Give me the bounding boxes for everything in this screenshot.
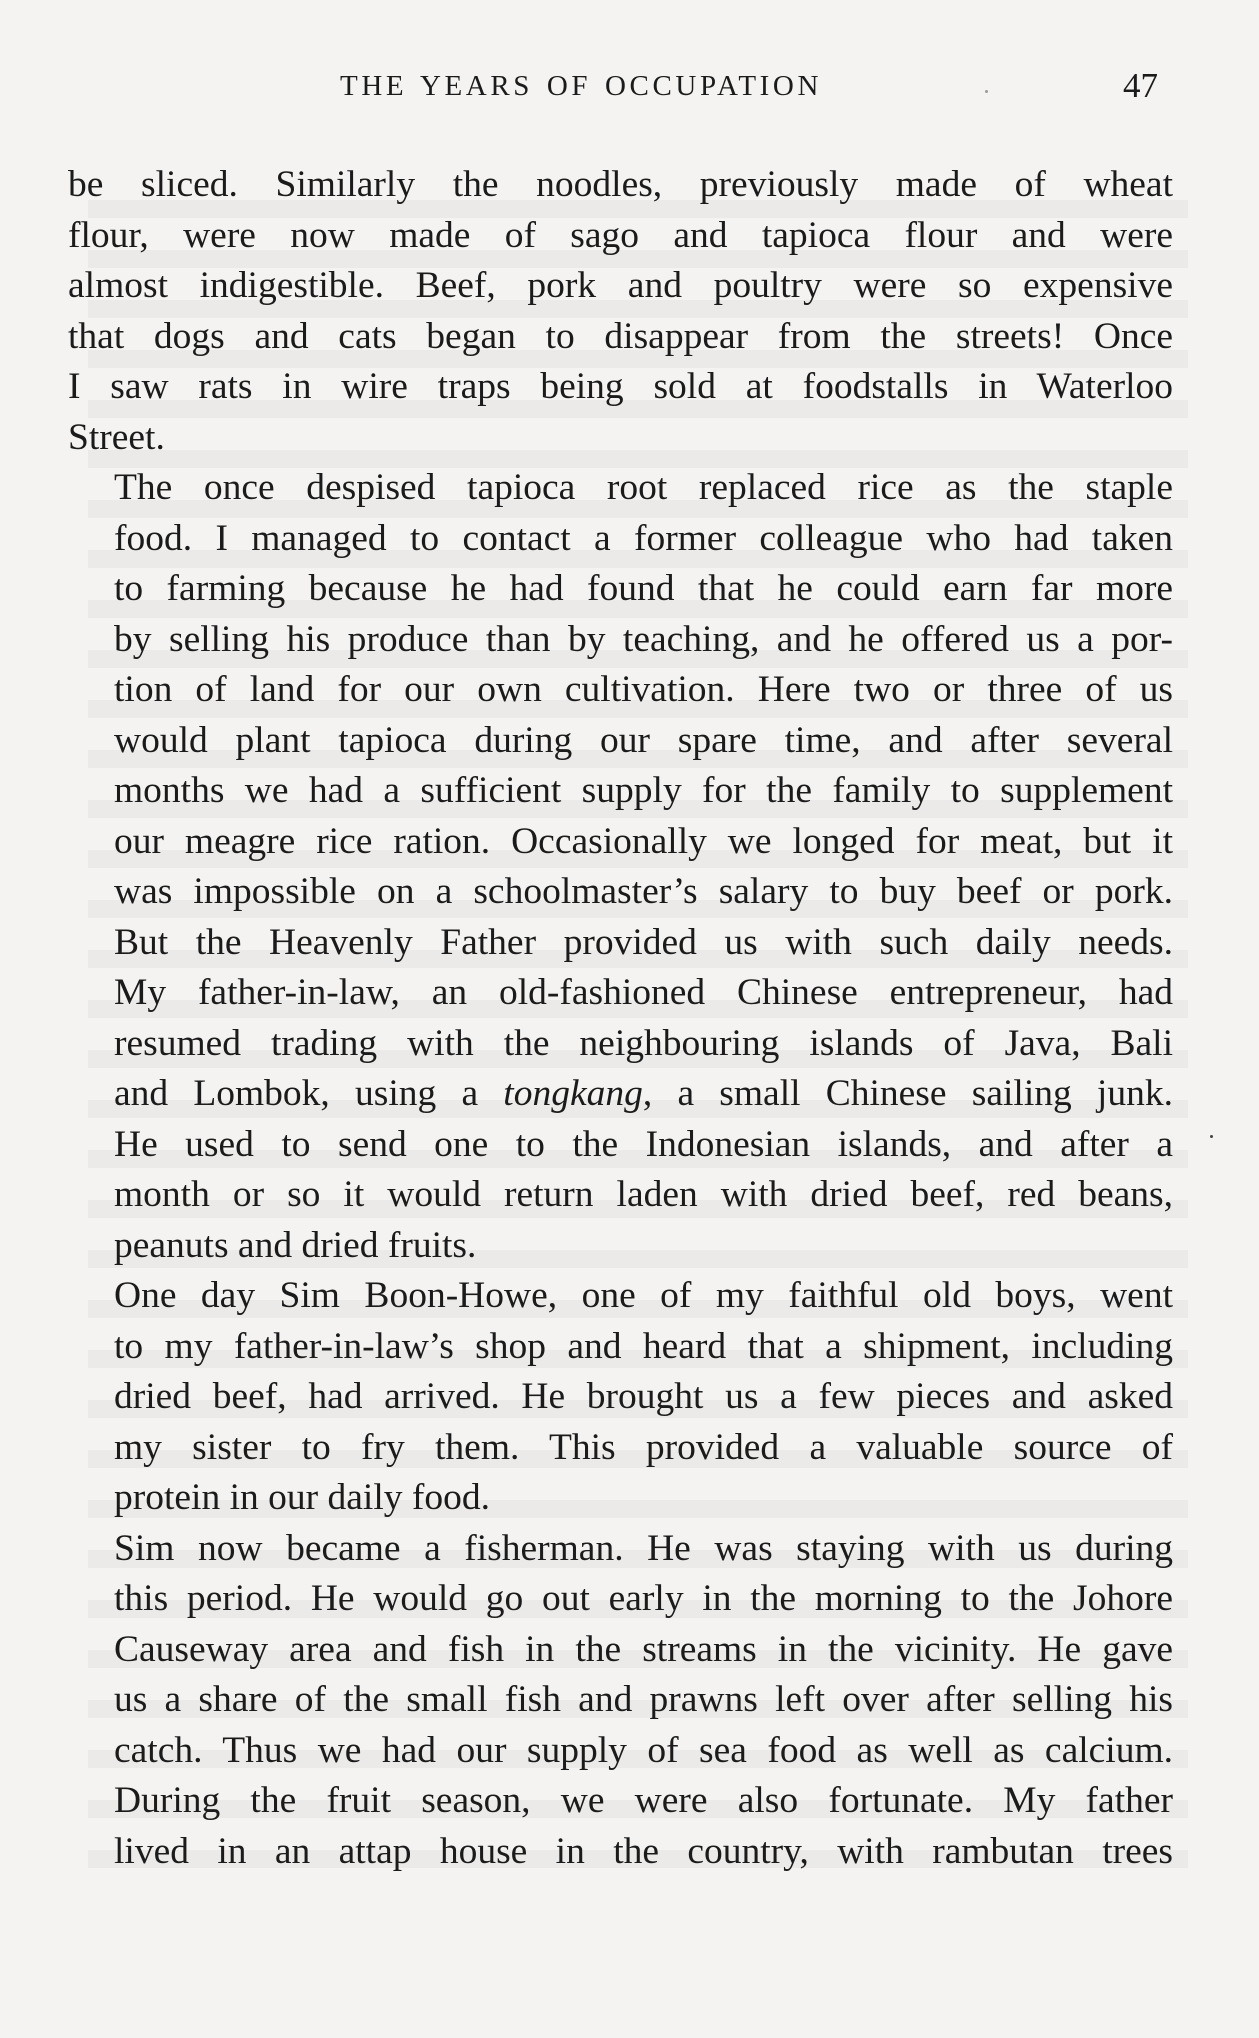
text-line: our meagre rice ration. Occasionally we longed for meat, but it (114, 820, 1173, 862)
paragraph-3 (68, 918, 1173, 1272)
text-line: But the Heavenly Father provided us with such daily needs. (114, 921, 1173, 963)
text-line: my sister to fry them. This provided a valuable source of (114, 1426, 1173, 1468)
page-number: 47 (1123, 66, 1158, 105)
text-line: protein in our daily food. (114, 1477, 490, 1518)
text-line-with-italic (68, 1069, 1173, 1120)
text-line: would plant tapioca during our spare time, and after several (114, 719, 1173, 761)
body-text (68, 160, 1173, 1877)
text-line: be sliced. Similarly the noodles, previously made of wheat (68, 164, 1173, 205)
text-line: to farming because he had found that he could earn far more (114, 568, 1173, 609)
text-line: that dogs and cats began to disappear from the streets! Once (68, 315, 1173, 357)
text-line: dried beef, had arrived. He brought us a few pieces and asked (114, 1376, 1173, 1417)
text-line: One day Sim Boon-Howe, one of my faithful old boys, went (114, 1275, 1173, 1316)
text-line: by selling his produce than by teaching, and he offered us a por- (114, 618, 1173, 660)
italic-term: tongkang (503, 1073, 643, 1114)
text-line: During the fruit season, we were also fortunate. My father (114, 1780, 1173, 1821)
text-line: to my father-in-law’s shop and heard that a shipment, including (114, 1325, 1173, 1367)
text-line: Sim now became a fisherman. He was staying with us during (114, 1527, 1173, 1569)
text-line: resumed trading with the neighbouring islands of Java, Bali (114, 1022, 1173, 1064)
text-line: month or so it would return laden with dried beef, red beans, (114, 1174, 1173, 1215)
running-title: THE YEARS OF OCCUPATION (340, 70, 823, 102)
paragraph-4 (68, 1271, 1173, 1524)
text-line: us a share of the small fish and prawns left over after selling his (114, 1679, 1173, 1720)
paragraph-1 (68, 160, 1173, 463)
page-header (0, 66, 1259, 110)
paragraph-5 (68, 1524, 1173, 1777)
text-line: He used to send one to the Indonesian islands, and after a (114, 1123, 1173, 1165)
text-line: My father-in-law, an old-fashioned Chinese entrepreneur, had (114, 972, 1173, 1013)
text-line: flour, were now made of sago and tapioca flour and were (68, 214, 1173, 256)
text-line: The once despised tapioca root replaced rice as the staple (114, 467, 1173, 508)
text-line: Street. (68, 416, 165, 458)
ink-speck (1210, 1135, 1213, 1138)
text-line: almost indigestible. Beef, pork and poultry were so expensive (68, 265, 1173, 306)
text-line: lived in an attap house in the country, with rambutan trees (114, 1830, 1173, 1872)
text-line: food. I managed to contact a former colleague who had taken (114, 517, 1173, 559)
text-line: peanuts and dried fruits. (114, 1224, 477, 1266)
text-line: tion of land for our own cultivation. Here two or three of us (114, 669, 1173, 710)
text-line: catch. Thus we had our supply of sea food as well as calcium. (114, 1729, 1173, 1771)
text-run: and Lombok, using a (114, 1073, 504, 1114)
paragraph-2 (68, 463, 1173, 918)
text-line: months we had a sufficient supply for the family to supplement (114, 770, 1173, 811)
ink-speck (985, 90, 988, 93)
text-line: I saw rats in wire traps being sold at foodstalls in Waterloo (68, 366, 1173, 407)
text-line: this period. He would go out early in the morning to the Johore (114, 1578, 1173, 1619)
text-line: was impossible on a schoolmaster’s salary to buy beef or pork. (114, 871, 1173, 912)
paragraph-6 (68, 1776, 1173, 1877)
text-line: Causeway area and fish in the streams in the vicinity. He gave (114, 1628, 1173, 1670)
text-run: , a small Chinese sailing junk. (642, 1073, 1173, 1114)
